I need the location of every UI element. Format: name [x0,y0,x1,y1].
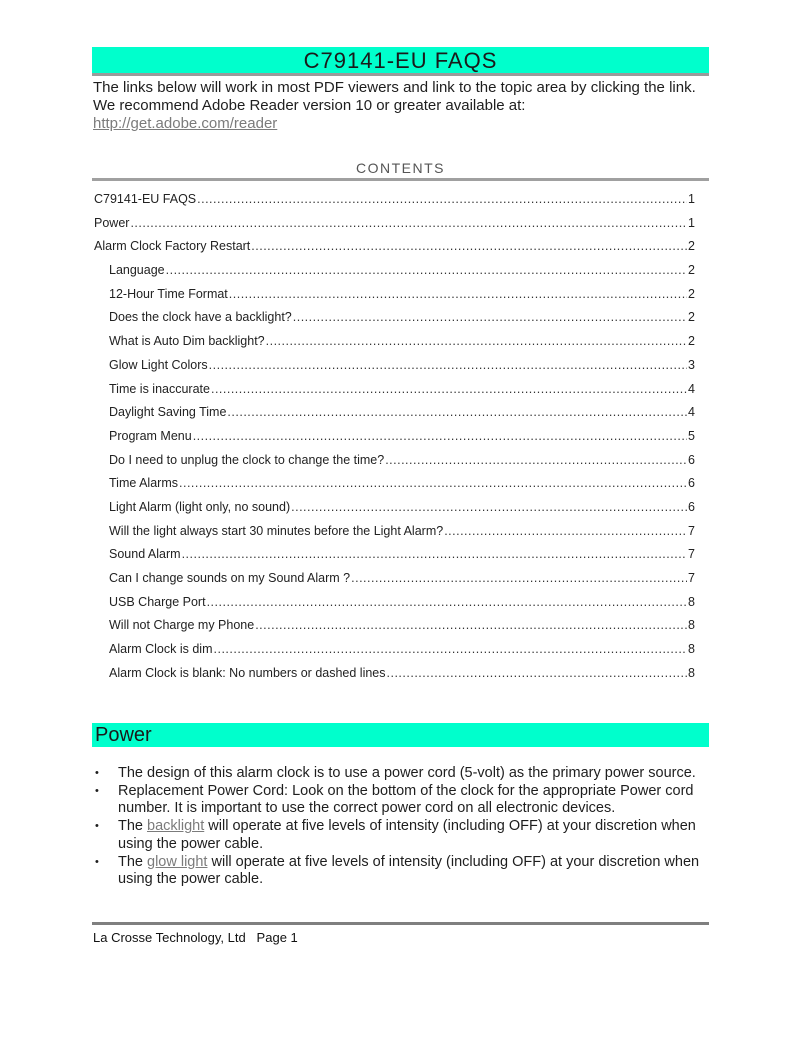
footer-divider [92,922,709,925]
toc-entry[interactable] [92,666,709,690]
bullet-icon: • [95,767,99,779]
toc-leader [385,453,687,467]
table-of-contents [92,192,709,689]
list-item [92,818,709,853]
toc-leader [207,595,687,609]
page-footer: La Crosse Technology, Ltd Page 1 [93,930,298,945]
toc-leader [227,405,687,419]
list-item [92,765,709,783]
toc-entry-page: 8 [688,618,695,633]
toc-leader [251,239,687,253]
toc-entry-title: Will not Charge my Phone [109,618,255,633]
toc-leader [351,571,687,585]
toc-entry-title: Time Alarms [109,476,178,491]
backlight-link[interactable]: backlight [147,818,205,835]
toc-entry-page: 6 [688,499,695,514]
document-title: C79141-EU FAQS [303,48,498,73]
toc-entry-page: 2 [688,310,695,325]
bullet-text-after: will operate at five levels of intensity (including OFF) at your discretion when using the power cable. [118,853,700,888]
toc-entry-title: C79141-EU FAQS [94,192,197,206]
adobe-reader-link[interactable]: http://get.adobe.com/reader [93,115,278,132]
toc-leader [266,334,687,348]
toc-leader [387,666,688,680]
toc-entry-page: 8 [688,665,695,680]
bullet-icon: • [95,784,99,797]
toc-entry[interactable] [92,429,709,453]
toc-entry[interactable] [92,334,709,358]
toc-entry[interactable] [92,405,709,429]
toc-entry[interactable] [92,453,709,477]
toc-leader [255,618,687,632]
toc-entry-page: 3 [688,357,695,372]
intro-paragraph [93,79,713,133]
power-section-title: Power [95,724,152,746]
toc-leader [209,358,687,372]
toc-entry-title: Daylight Saving Time [109,405,227,420]
toc-entry[interactable] [92,310,709,334]
toc-leader [130,216,687,230]
toc-leader [214,642,688,656]
list-item [92,783,709,818]
bullet-text-before: The [118,853,148,870]
toc-entry-title: 12-Hour Time Format [109,286,228,301]
toc-leader [291,500,687,514]
document-title-bar [92,47,709,76]
toc-entry[interactable] [92,618,709,642]
toc-entry[interactable] [92,263,709,287]
toc-entry-page: 6 [688,476,695,491]
toc-entry-page: 6 [688,452,695,467]
toc-entry[interactable] [92,571,709,595]
toc-leader [197,192,687,206]
toc-entry-page: 5 [688,428,695,443]
toc-entry-page: 2 [688,286,695,301]
toc-entry-title: Alarm Clock Factory Restart [94,239,251,254]
toc-entry-title: Time is inaccurate [109,381,210,396]
toc-entry-title: Alarm Clock is blank: No numbers or dashed lines [109,665,386,680]
toc-entry-page: 1 [688,192,695,206]
glow-light-link[interactable]: glow light [147,853,208,870]
toc-entry[interactable] [92,547,709,571]
bullet-icon: • [95,855,99,868]
toc-entry-page: 1 [688,215,695,230]
toc-entry-title: Will the light always start 30 minutes before the Light Alarm? [109,523,444,538]
toc-entry-page: 4 [688,381,695,396]
contents-divider [92,178,709,181]
toc-entry-title: Sound Alarm [109,547,181,562]
toc-entry-page: 2 [688,239,695,254]
toc-entry-title: Program Menu [109,428,192,443]
toc-leader [182,547,687,561]
toc-entry-page: 8 [688,642,695,657]
toc-entry-page: 7 [688,547,695,562]
toc-leader [293,310,687,324]
toc-entry[interactable] [92,500,709,524]
toc-entry-title: USB Charge Port [109,594,206,609]
toc-entry[interactable] [92,595,709,619]
toc-entry-page: 4 [688,405,695,420]
toc-entry[interactable] [92,476,709,500]
toc-entry-page: 7 [688,571,695,585]
toc-entry-title: Light Alarm (light only, no sound) [109,499,291,514]
toc-entry[interactable] [92,524,709,548]
toc-entry-title: Glow Light Colors [109,357,208,372]
toc-entry[interactable] [92,382,709,406]
toc-leader [444,524,687,538]
contents-heading: CONTENTS [356,160,445,176]
toc-entry[interactable] [92,216,709,240]
toc-entry-page: 2 [688,263,695,278]
power-section-header [92,723,709,747]
bullet-text: Replacement Power Cord: Look on the bottom of the clock for the appropriate Power cord number. It is important to use the correct power cord on all electronic devices. [118,782,694,817]
toc-leader [166,263,687,277]
toc-entry-title: Can I change sounds on my Sound Alarm ? [109,571,351,585]
bullet-text: The design of this alarm clock is to use a power cord (5-volt) as the primary power source. [118,765,696,781]
toc-entry-page: 2 [688,334,695,349]
toc-entry[interactable] [92,358,709,382]
toc-entry[interactable] [92,239,709,263]
toc-entry-page: 7 [688,523,695,538]
bullet-text-after: will operate at five levels of intensity (including OFF) at your discretion when using the power cable. [118,818,696,852]
toc-leader [229,287,687,301]
toc-entry-title: Alarm Clock is dim [109,642,213,657]
toc-entry-title: Power [94,215,130,230]
toc-entry-title: Language [109,263,165,278]
toc-entry[interactable] [92,287,709,311]
toc-leader [193,429,687,443]
toc-entry-title: Do I need to unplug the clock to change the time? [109,452,385,467]
bullet-text-before: The [118,818,148,835]
bullet-icon: • [95,820,99,833]
toc-entry[interactable] [92,192,709,216]
toc-entry[interactable] [92,642,709,666]
toc-entry-title: Does the clock have a backlight? [109,310,292,325]
power-bullet-list [92,765,709,889]
list-item [92,854,709,889]
toc-leader [211,382,687,396]
toc-entry-page: 8 [688,594,695,609]
intro-text: The links below will work in most PDF viewers and link to the topic area by clicking the link. We recommend Adobe Reader version 10 or greater available at: [93,79,696,114]
toc-leader [179,476,687,490]
toc-entry-title: What is Auto Dim backlight? [109,334,265,349]
